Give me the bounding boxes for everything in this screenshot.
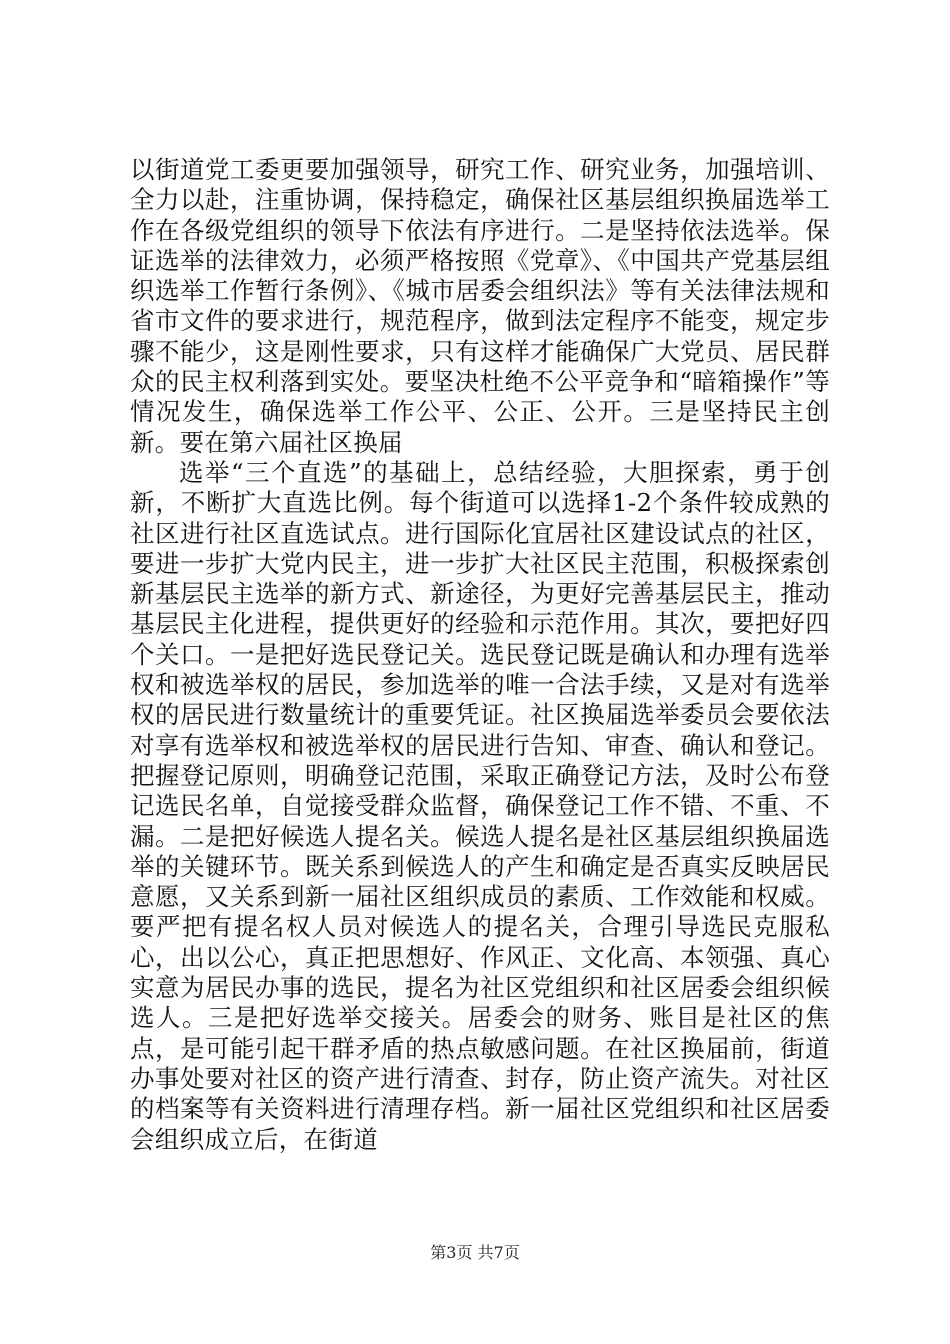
paragraph-1: 以街道党工委更要加强领导，研究工作、研究业务，加强培训、全力以赴，注重协调，保持稳定，确保社区基层组织换届选举工作在各级党组织的领导下依法有序进行。二是坚持依法选举。保证选举的法律效力，必须严格按照《党章》、《中国共产党基层组织选举工作暂行条例》、《城市居委会组织法》等有关法律法规和省市文件的要求进行，规范程序，做到法定程序不能变，规定步骤不能少，这是刚性要求，只有这样才能确保广大党员、居民群众的民主权利落到实处。要坚决杜绝不公平竞争和“暗箱操作”等情况发生，确保选举工作公平、公正、公开。三是坚持民主创新。要在第六届社区换届 — [130, 155, 830, 457]
paragraph-2: 选举“三个直选”的基础上，总结经验，大胆探索，勇于创新，不断扩大直选比例。每个街道可以选择1-2个条件较成熟的社区进行社区直选试点。进行国际化宜居社区建设试点的社区，要进一步扩大党内民主，进一步扩大社区民主范围，积极探索创新基层民主选举的新方式、新途径，为更好完善基层民主，推动基层民主化进程，提供更好的经验和示范作用。其次，要把好四个关口。一是把好选民登记关。选民登记既是确认和办理有选举权和被选举权的居民，参加选举的唯一合法手续，又是对有选举权的居民进行数量统计的重要凭证。社区换届选举委员会要依法对享有选举权和被选举权的居民进行告知、审查、确认和登记。把握登记原则，明确登记范围，采取正确登记方法，及时公布登记选民名单，自觉接受群众监督，确保登记工作不错、不重、不漏。二是把好候选人提名关。候选人提名是社区基层组织换届选举的关键环节。既关系到候选人的产生和确定是否真实反映居民意愿，又关系到新一届社区组织成员的素质、工作效能和权威。要严把有提名权人员对候选人的提名关，合理引导选民克服私心，出以公心，真正把思想好、作风正、文化高、本领强、真心实意为居民办事的选民，提名为社区党组织和社区居委会组织候选人。三是把好选举交接关。居委会的财务、账目是社区的焦点，是可能引起干群矛盾的热点敏感问题。在社区换届前，街道办事处要对社区的资产进行清查、封存，防止资产流失。对社区的档案等有关资料进行清理存档。新一届社区党组织和社区居委会组织成立后，在街道 — [130, 457, 830, 1154]
document-body — [130, 155, 830, 1155]
page-number-footer: 第3页 共7页 — [430, 1243, 520, 1262]
